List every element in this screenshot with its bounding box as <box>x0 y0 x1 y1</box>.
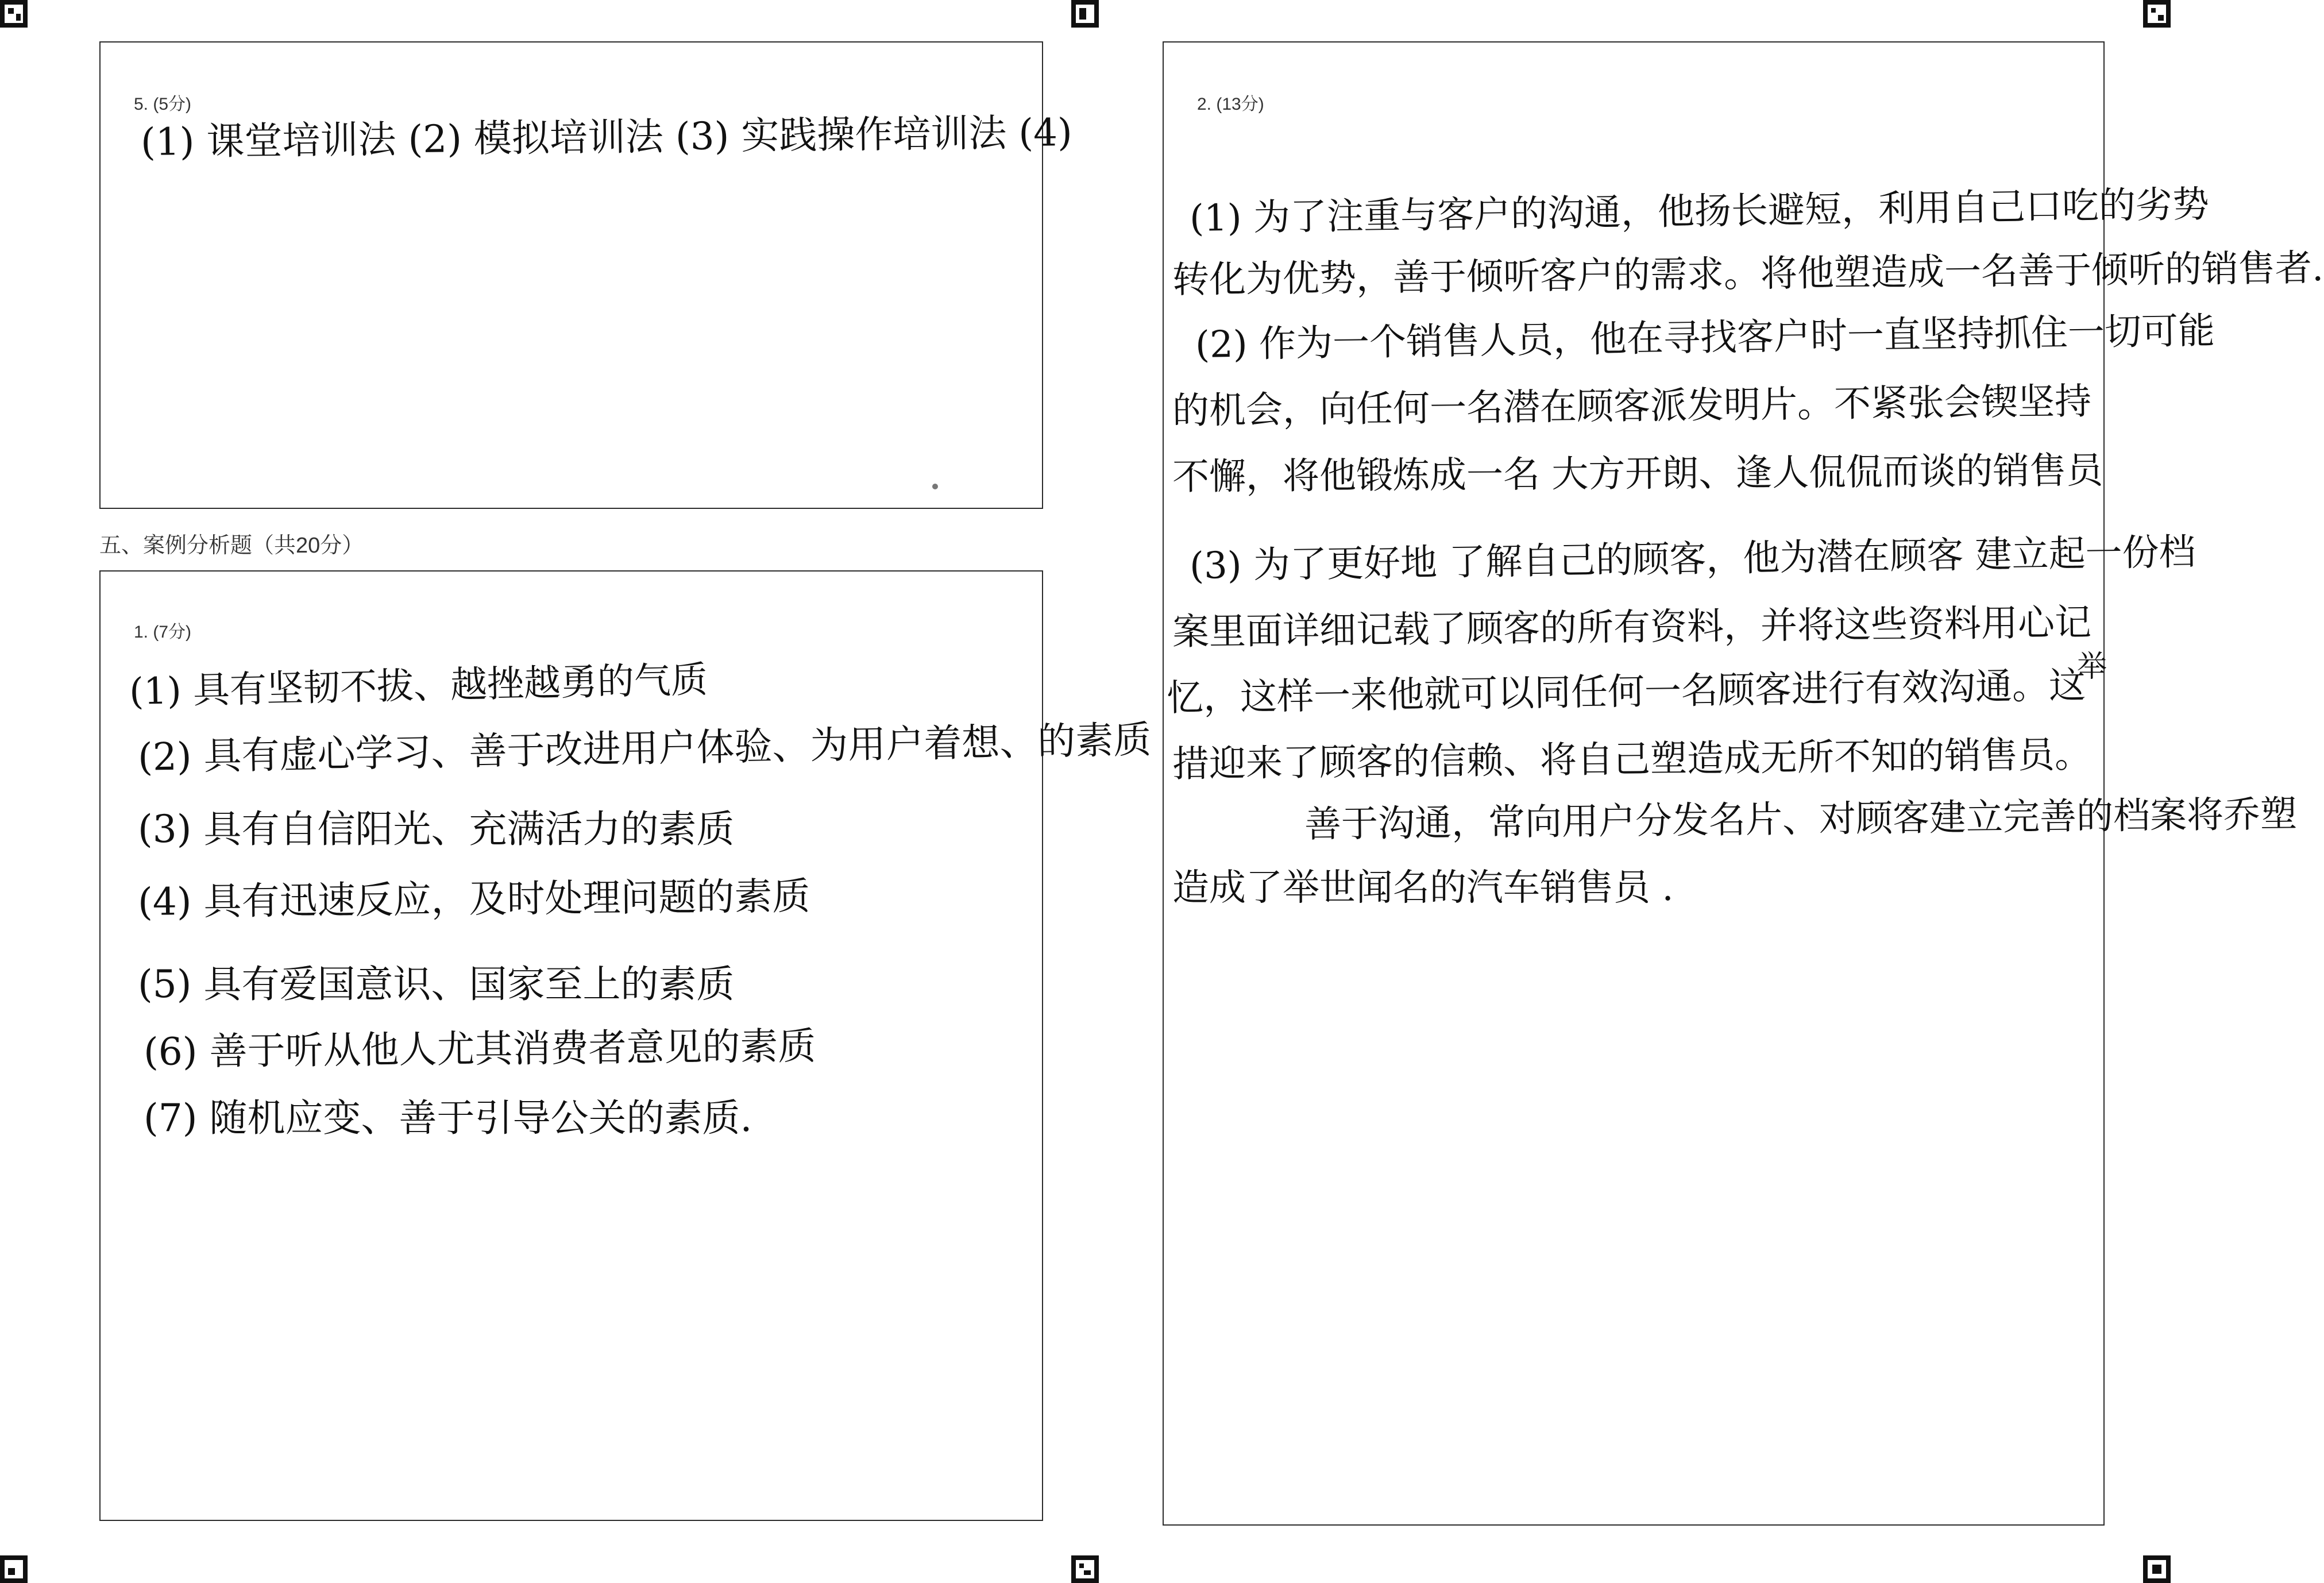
handwritten-answer-line: (7) 随机应变、善于引导公关的素质. <box>144 1096 752 1140</box>
registration-marker-icon <box>0 0 28 28</box>
question-label: 5. (5分) <box>134 95 192 114</box>
handwritten-answer-line: 转化为优势，善于倾听客户的需求。将他塑造成一名善于倾听的销售者. <box>1172 247 2324 302</box>
handwritten-answer-line: 措迎来了顾客的信赖、将自己塑造成无所不知的销售员。 <box>1172 733 2092 786</box>
handwritten-answer-line: 的机会，向任何一名潜在顾客派发明片。不紧张会锲坚持 <box>1172 380 2092 433</box>
handwritten-answer-line: 忆，这样一来他就可以同任何一名顾客进行有效沟通。这 <box>1166 664 2086 720</box>
handwritten-answer-line: (1) 具有坚韧不拔、越挫越勇的气质 <box>129 658 708 713</box>
registration-marker-icon <box>1071 0 1099 28</box>
section-title: 五、案例分析题（共20分） <box>99 534 364 558</box>
handwritten-answer-line: (5) 具有爱国意识、国家至上的素质 <box>138 962 735 1006</box>
answer-box-case-2 <box>1163 41 2324 1526</box>
handwritten-answer-line: 不懈，将他锻炼成一名 大方开朗、逢人侃侃而谈的销售员 <box>1172 449 2103 499</box>
handwritten-insertion-mark: 举 <box>2077 650 2107 684</box>
stray-mark <box>932 484 938 489</box>
registration-marker-icon <box>2143 1555 2171 1583</box>
handwritten-answer-line: (1) 为了注重与客户的沟通，他扬长避短，利用自己口吃的劣势 <box>1189 183 2210 240</box>
handwritten-answer-line: 善于沟通，常向用户分发名片、对顾客建立完善的档案将乔塑 <box>1304 793 2298 846</box>
handwritten-answer-line: 造成了举世闻名的汽车销售员 . <box>1172 867 1674 909</box>
registration-marker-icon <box>1071 1555 1099 1583</box>
answer-box-case-1 <box>99 570 1152 1521</box>
registration-marker-icon <box>0 1555 28 1583</box>
handwritten-answer-line: (2) 具有虚心学习、善于改进用户体验、为用户着想、的素质 <box>137 717 1152 779</box>
question-label: 2. (13分) <box>1197 95 1264 114</box>
handwritten-answer-line: (6) 善于听从他人尤其消费者意见的素质 <box>143 1024 816 1074</box>
handwritten-answer-line: (2) 作为一个销售人员，他在寻找客户时一直坚持抓住一切可能 <box>1195 310 2215 366</box>
question-label: 1. (7分) <box>134 623 192 642</box>
answer-box-q5 <box>99 41 1073 509</box>
handwritten-answer-line: (4) 具有迅速反应，及时处理问题的素质 <box>137 874 810 924</box>
registration-marker-icon <box>2143 0 2171 28</box>
handwritten-answer-line: (1) 课堂培训法 (2) 模拟培训法 (3) 实践操作培训法 (4) <box>140 110 1073 164</box>
handwritten-answer-line: (3) 具有自信阳光、充满活力的素质 <box>138 807 735 851</box>
handwritten-answer-line: (3) 为了更好地 了解自己的顾客，他为潜在顾客 建立起一份档 <box>1189 531 2196 588</box>
handwritten-answer-line: 案里面详细记载了顾客的所有资料，并将这些资料用心记 <box>1172 601 2092 654</box>
